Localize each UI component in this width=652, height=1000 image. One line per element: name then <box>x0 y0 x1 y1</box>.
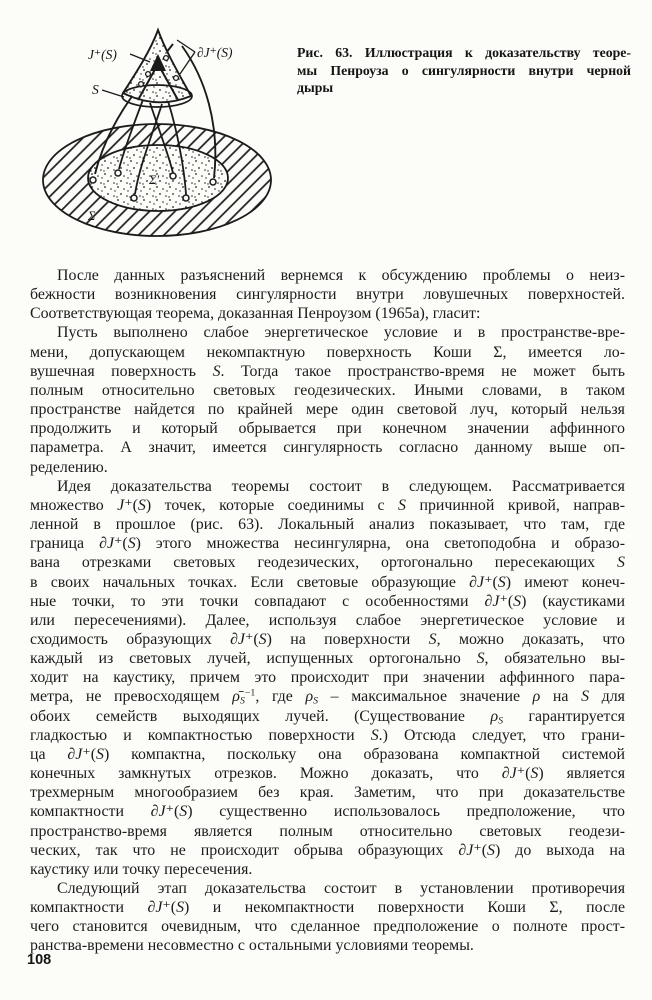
label-future-set: J⁺(S) <box>88 47 117 62</box>
text-line: мы Пенроуза о сингулярности внутри черной <box>297 62 631 78</box>
ray-endpoint <box>131 195 137 201</box>
text-line: вана отрезками световых геодезических, ортогонально пересекающих S <box>30 554 625 572</box>
paragraph <box>30 879 625 956</box>
text-line: каустику или точку пересечения. <box>30 860 253 878</box>
ray-endpoint <box>115 170 121 176</box>
text-line: в своих начальных точках. Если световые образующие ∂J⁺(S) имеют конеч- <box>30 573 625 591</box>
label-sigma-prime: Σ′ <box>149 173 160 187</box>
figure-63 <box>38 16 288 250</box>
paragraph <box>30 266 625 323</box>
text-line: продолжить и который обрывается при конечном значении аффинного <box>30 420 625 438</box>
ray-endpoint <box>170 173 176 179</box>
text-line: сходимость образующих ∂J⁺(S) на поверхности S, можно доказать, что <box>30 630 625 648</box>
text-line: ные точки, то эти точки совпадают с особенностями ∂J⁺(S) (каустиками <box>30 592 625 610</box>
text-line: ределению. <box>30 458 108 476</box>
label-pointer <box>102 90 124 97</box>
text-line: ленной в прошлое (рис. 63). Локальный анализ показывает, что там, где <box>30 516 625 534</box>
text-line: множество J⁺(S) точек, которые соединимы с S причинной кривой, направ- <box>30 496 625 514</box>
cone-point <box>139 82 144 87</box>
text-line: пространстве найдется по крайней мере один световой луч, который нельзя <box>30 401 625 419</box>
text-line: После данных разъяснений вернемся к обсуждению проблемы о неиз- <box>57 267 625 284</box>
text-line: параметра. А значит, имеется сингулярность согласно данному выше оп- <box>30 439 625 457</box>
page-number: 108 <box>27 952 52 968</box>
text-line: Рис. 63. Иллюстрация к доказательству теоре- <box>297 45 631 60</box>
label-sigma: Σ <box>88 209 96 223</box>
ray-endpoint <box>183 195 189 201</box>
text-line: дыры <box>297 80 334 96</box>
text-line: пространство-время является полным относительно световых геодези- <box>30 822 625 840</box>
figure-caption <box>297 44 631 97</box>
body-text <box>30 266 625 956</box>
text-line: метра, не превосходящем $\rhō_S^{-1}$, где $\rho_S$ – максимальное значение ρ на S для <box>30 688 625 707</box>
text-line: ца ∂J⁺(S) компактна, поскольку она образована компактной системой <box>30 745 625 763</box>
text-line: ческих, так что не происходит обрыва образующих ∂J⁺(S) до выхода на <box>30 841 625 859</box>
text-line: ходит на каустику, причем это происходит при значении аффинного пара- <box>30 669 625 687</box>
ray-endpoint <box>210 179 216 185</box>
text-line: трехмерным многообразием без края. Заметим, что при доказательстве <box>30 784 625 802</box>
label-surface-s: S <box>92 82 99 97</box>
label-boundary: ∂J⁺(S) <box>197 45 233 60</box>
text-line: Пусть выполнено слабое энергетическое условие и в пространстве-вре- <box>57 324 625 342</box>
cone-point <box>164 56 169 61</box>
text-line: бежности возникновения сингулярности внутри ловушечных поверхностей. <box>30 286 625 304</box>
figure-63-diagram <box>38 16 288 250</box>
text-line: ранства-времени несовместно с остальными условиями теоремы. <box>30 937 474 955</box>
text-line: мени, допускающем некомпактную поверхность Коши Σ, имеется ло- <box>30 343 625 361</box>
cone-point <box>174 76 179 81</box>
text-line: компактности ∂J⁺(S) и некомпактности поверхности Коши Σ, после <box>30 899 625 917</box>
text-line: каждый из световых лучей, испущенных ортогонально S, обязательно вы- <box>30 650 625 668</box>
ray-endpoint <box>90 177 96 183</box>
paragraph <box>30 477 625 879</box>
text-line: конечных замкнутых отрезков. Можно доказать, что ∂J⁺(S) является <box>30 765 625 783</box>
paragraph <box>30 323 625 476</box>
text-line: обоих семейств выходящих лучей. (Существование $\rho_S$ гарантируется <box>30 707 625 727</box>
text-line: Соответствующая теорема, доказанная Пенроузом (1965а), гласит: <box>30 305 481 323</box>
text-line: или пересечениями). Далее, используя слабое энергетическое условие и <box>30 611 625 629</box>
text-line: вушечная поверхность S. Тогда такое пространство-время не может быть <box>30 362 625 380</box>
text-line: гладкостью и компактностью поверхности S.) Отсюда следует, что грани- <box>30 726 626 744</box>
text-line: компактности ∂J⁺(S) существенно использовалось предположение, что <box>30 803 626 821</box>
cone-point <box>146 72 151 77</box>
text-line: полным относительно световых геодезических. Иными словами, в таком <box>30 381 625 399</box>
text-line: чего становится очевидным, что сделанное предположение о полноте прост- <box>30 918 625 936</box>
text-line: Следующий этап доказательства состоит в установлении противоречия <box>57 880 625 897</box>
text-line: граница ∂J⁺(S) этого множества несингулярна, она светоподобна и образо- <box>30 535 625 553</box>
text-line: Идея доказательства теоремы состоит в следующем. Рассматривается <box>57 477 625 495</box>
